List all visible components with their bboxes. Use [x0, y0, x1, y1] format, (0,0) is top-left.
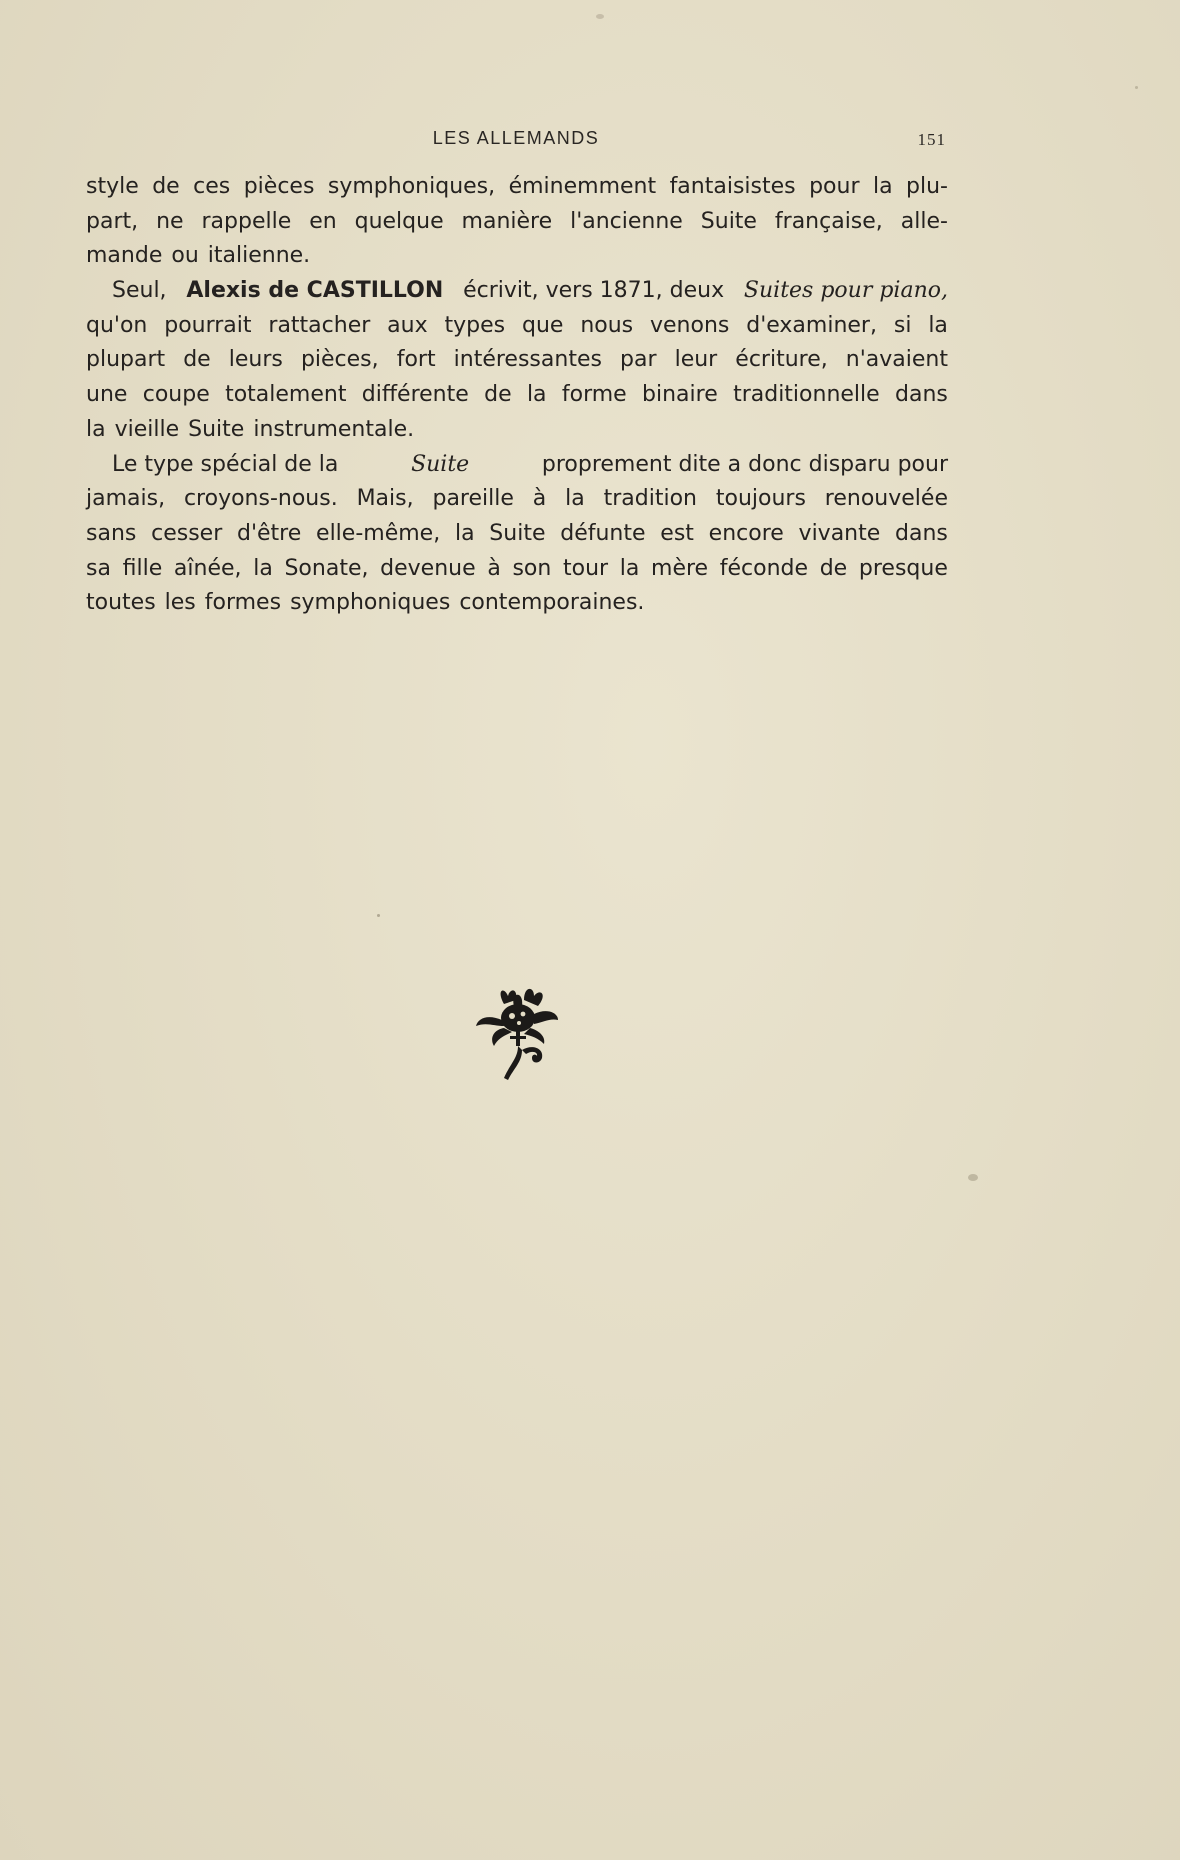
word: la: [619, 555, 640, 581]
word: d'être: [237, 520, 302, 546]
word: les: [164, 590, 196, 616]
word: la: [565, 486, 585, 512]
word: instrumentale.: [253, 416, 415, 442]
word: quelque: [354, 208, 444, 234]
running-title: LES ALLEMANDS: [432, 128, 600, 148]
word: la: [454, 520, 475, 546]
word: aux: [387, 312, 428, 338]
word: part,: [86, 208, 139, 234]
word: manière: [461, 208, 553, 234]
word: dans: [895, 520, 948, 546]
word: est: [660, 520, 694, 546]
word: de: [484, 382, 512, 408]
word: de: [183, 347, 211, 373]
word: croyons-nous.: [183, 486, 338, 512]
word: française,: [774, 208, 883, 234]
text-line: [86, 274, 948, 309]
word: en: [309, 208, 337, 234]
word: une: [86, 382, 128, 408]
text-line: [86, 482, 948, 517]
word: mère: [651, 555, 709, 581]
word: ou: [171, 243, 199, 269]
word: renouvelée: [824, 486, 948, 512]
word: dans: [895, 382, 948, 408]
word: écriture,: [735, 347, 828, 373]
word: intéressantes: [453, 347, 602, 373]
word: Sonate,: [284, 555, 369, 581]
word: Suite: [188, 416, 245, 442]
work-title: Suite: [411, 451, 470, 477]
word: alle-: [900, 208, 948, 234]
word: binaire: [642, 382, 718, 408]
text-line: [86, 586, 948, 621]
word: de: [152, 174, 180, 199]
paper-speck: [596, 14, 604, 19]
word: pour: [809, 174, 860, 199]
word: sa: [86, 555, 111, 581]
word: symphoniques: [290, 590, 451, 616]
word: si: [893, 312, 912, 338]
word: fantaisistes: [669, 174, 796, 199]
word: rattacher: [268, 312, 371, 338]
word: toutes: [86, 590, 156, 616]
word: qu'on: [86, 312, 148, 338]
word: Mais,: [356, 486, 414, 512]
word: ces: [193, 174, 231, 199]
word: défunte: [560, 520, 646, 546]
word: leurs: [228, 347, 283, 373]
word: types: [444, 312, 506, 338]
word: italienne.: [207, 243, 311, 269]
word: pareille: [432, 486, 514, 512]
word: tour: [563, 555, 609, 581]
paper-speck: [377, 914, 380, 917]
word: la: [526, 382, 547, 408]
word: vieille: [114, 416, 180, 442]
word: leur: [674, 347, 718, 373]
text-line: [86, 413, 948, 448]
word: venons: [650, 312, 730, 338]
word: la: [253, 555, 273, 581]
body-text: [86, 170, 948, 621]
word: contemporaines.: [459, 590, 645, 616]
word: Suite: [489, 520, 546, 546]
word: éminemment: [508, 174, 657, 199]
word: aînée,: [173, 555, 242, 581]
word: coupe: [142, 382, 210, 408]
word: la: [872, 174, 893, 199]
word: n'avaient: [845, 347, 948, 373]
text-run: proprement dite a donc disparu pour: [541, 451, 948, 477]
paper-speck: [968, 1174, 978, 1181]
word: fille: [122, 555, 163, 581]
word: par: [620, 347, 657, 373]
word: féconde: [719, 555, 809, 581]
word: vivante: [798, 520, 881, 546]
word: symphoniques,: [327, 174, 496, 199]
word: nous: [580, 312, 634, 338]
word: sans: [86, 520, 137, 546]
word: la: [928, 312, 948, 338]
word: plupart: [86, 347, 166, 373]
word: pièces: [243, 174, 315, 199]
word: son: [512, 555, 552, 581]
word: différente: [361, 382, 469, 408]
text-line: [86, 378, 948, 413]
word: cesser: [151, 520, 223, 546]
word: à: [532, 486, 547, 512]
word: jamais,: [86, 486, 166, 512]
text-run: écrivit, vers 1871, deux: [463, 278, 725, 304]
word: l'ancienne: [570, 208, 683, 234]
text-line: [86, 448, 948, 483]
word: d'examiner,: [746, 312, 877, 338]
text-line: [86, 170, 948, 205]
word: de: [819, 555, 848, 581]
word: à: [487, 555, 501, 581]
work-title: Suites pour piano,: [743, 278, 948, 304]
word: toujours: [715, 486, 806, 512]
text-line: [86, 205, 948, 240]
text-line: [86, 517, 948, 552]
word: tradition: [603, 486, 697, 512]
text-line: [86, 239, 948, 274]
word: la: [86, 416, 106, 442]
text-line: [86, 552, 948, 587]
word: fort: [396, 347, 436, 373]
word: formes: [204, 590, 282, 616]
word: devenue: [380, 555, 476, 581]
word: pièces,: [300, 347, 379, 373]
word: style: [86, 174, 139, 199]
word: pourrait: [164, 312, 252, 338]
word: presque: [858, 555, 948, 581]
word: encore: [708, 520, 784, 546]
floral-fleuron-icon: [474, 984, 560, 1084]
paper-speck: [1135, 86, 1138, 89]
word: elle-même,: [316, 520, 441, 546]
composer-name: Alexis de CASTILLON: [186, 278, 444, 304]
word: ne: [156, 208, 184, 234]
word: plu-: [906, 174, 948, 199]
word: forme: [561, 382, 627, 408]
text-run: Seul,: [112, 278, 167, 304]
text-line: [86, 309, 948, 344]
word: Suite: [700, 208, 757, 234]
text-line: [86, 343, 948, 378]
page-number: 151: [917, 130, 946, 149]
text-run: Le type spécial de la: [112, 451, 339, 477]
word: rappelle: [201, 208, 292, 234]
word: traditionnelle: [733, 382, 880, 408]
word: que: [521, 312, 564, 338]
word: mande: [86, 243, 163, 269]
running-head: [86, 128, 946, 154]
word: totalement: [225, 382, 347, 408]
